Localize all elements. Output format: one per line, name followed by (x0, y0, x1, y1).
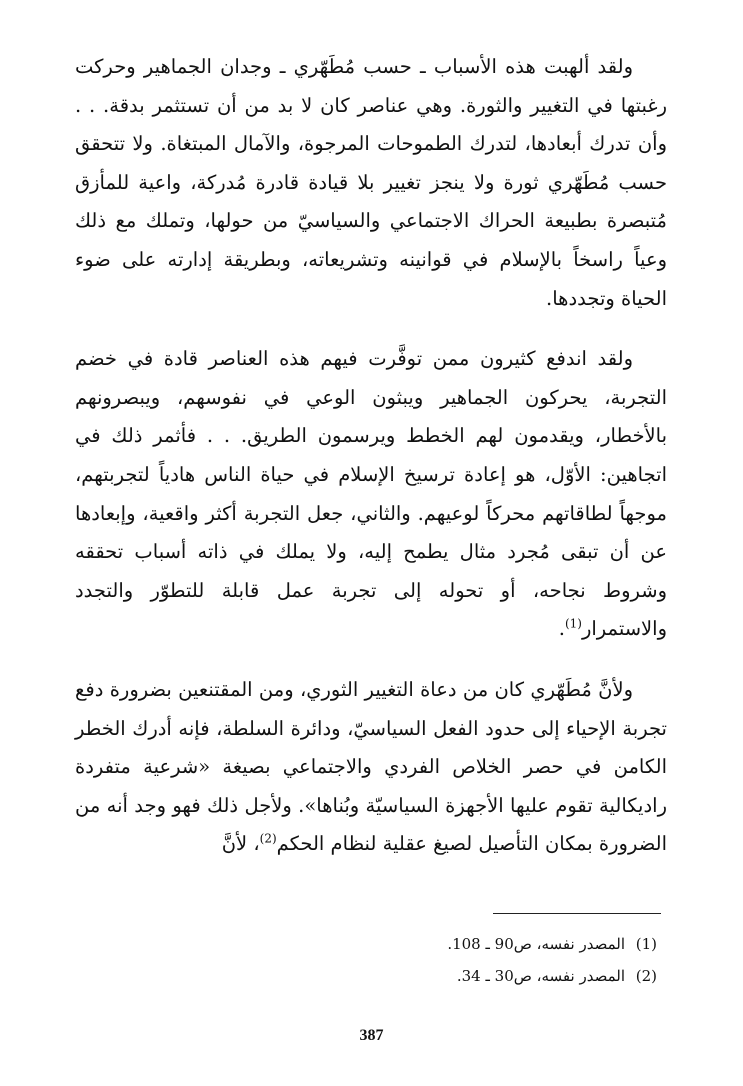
paragraph-1 (75, 48, 667, 318)
footnote-ref-2[interactable]: (2) (259, 831, 277, 846)
footnote-2-text: المصدر نفسه، ص30 ـ 34. (456, 967, 625, 985)
footnote-ref-1[interactable]: (1) (564, 616, 582, 631)
footnote-1 (237, 928, 657, 960)
footnote-divider (493, 913, 661, 914)
footnote-1-number: (1) (635, 935, 657, 953)
paragraph-1-text: ولقد ألهبت هذه الأسباب ـ حسب مُطَهّري ـ وجدان الجماهير وحركت رغبتها في التغيير والثورة. وهي عناصر كان لا بد من أن تستثمر بدقة. . . وأن تدرك أبعادها، لتدرك الطموحات المرجوة، والآمال المبتغاة. ولا تتحقق حسب مُطَهّري ثورة ولا ينجز تغيير بلا قيادة قادرة مُدركة، واعية للمأزق مُتبصرة بطبيعة الحراك الاجتماعي والسياسيّ من حولها، وتملك مع ذلك وعياً راسخاً بالإسلام في قوانينه وتشريعاته، وبطريقة إدارته على ضوء الحياة وتجددها. (75, 55, 667, 310)
footnote-2-number: (2) (635, 967, 657, 985)
paragraph-2-end: . (558, 617, 565, 641)
paragraph-3-end: ، لأنَّ (221, 832, 260, 856)
paragraph-2 (75, 340, 667, 649)
footnote-1-text: المصدر نفسه، ص90 ـ 108. (447, 935, 625, 953)
page-number: 387 (359, 1027, 384, 1044)
paragraph-3-text: ولأنَّ مُطَهّري كان من دعاة التغيير الثوري، ومن المقتنعين بضرورة دفع تجربة الإحياء إلى حدود الفعل السياسيّ، ودائرة السلطة، فإنه أدرك الخطر الكامن في حصر الخلاص الفردي والاجتماعي بصيغة «شرعية متفردة راديكالية تقوم عليها الأجهزة السياسيّة وبُناها». ولأجل ذلك فهو وجد أنه من الضرورة بمكان التأصيل لصيغ عقلية لنظام الحكم (75, 677, 667, 856)
footnotes (237, 928, 657, 992)
paragraph-3 (75, 671, 667, 864)
paragraph-2-text: ولقد اندفع كثيرون ممن توفَّرت فيهم هذه العناصر قادة في خضم التجربة، يحركون الجماهير ويبثون الوعي في نفوسهم، ويبصرونهم بالأخطار، ويقدمون لهم الخطط ويرسمون الطريق. . . فأثمر ذلك في اتجاهين: الأوّل، هو إعادة ترسيخ الإسلام في حياة الناس هادياً لتجربتهم، موجهاً لطاقاتهم محركاً لوعيهم. والثاني، جعل التجربة أكثر واقعية، وإبعادها عن أن تبقى مُجرد مثال يطمح إليه، ولا يملك في ذاته أسباب تحققه وشروط نجاحه، أو تحوله إلى تجربة عمل قابلة للتطوّر والتجدد والاستمرار (75, 347, 667, 641)
footnote-2 (237, 960, 657, 992)
main-text (75, 48, 667, 864)
